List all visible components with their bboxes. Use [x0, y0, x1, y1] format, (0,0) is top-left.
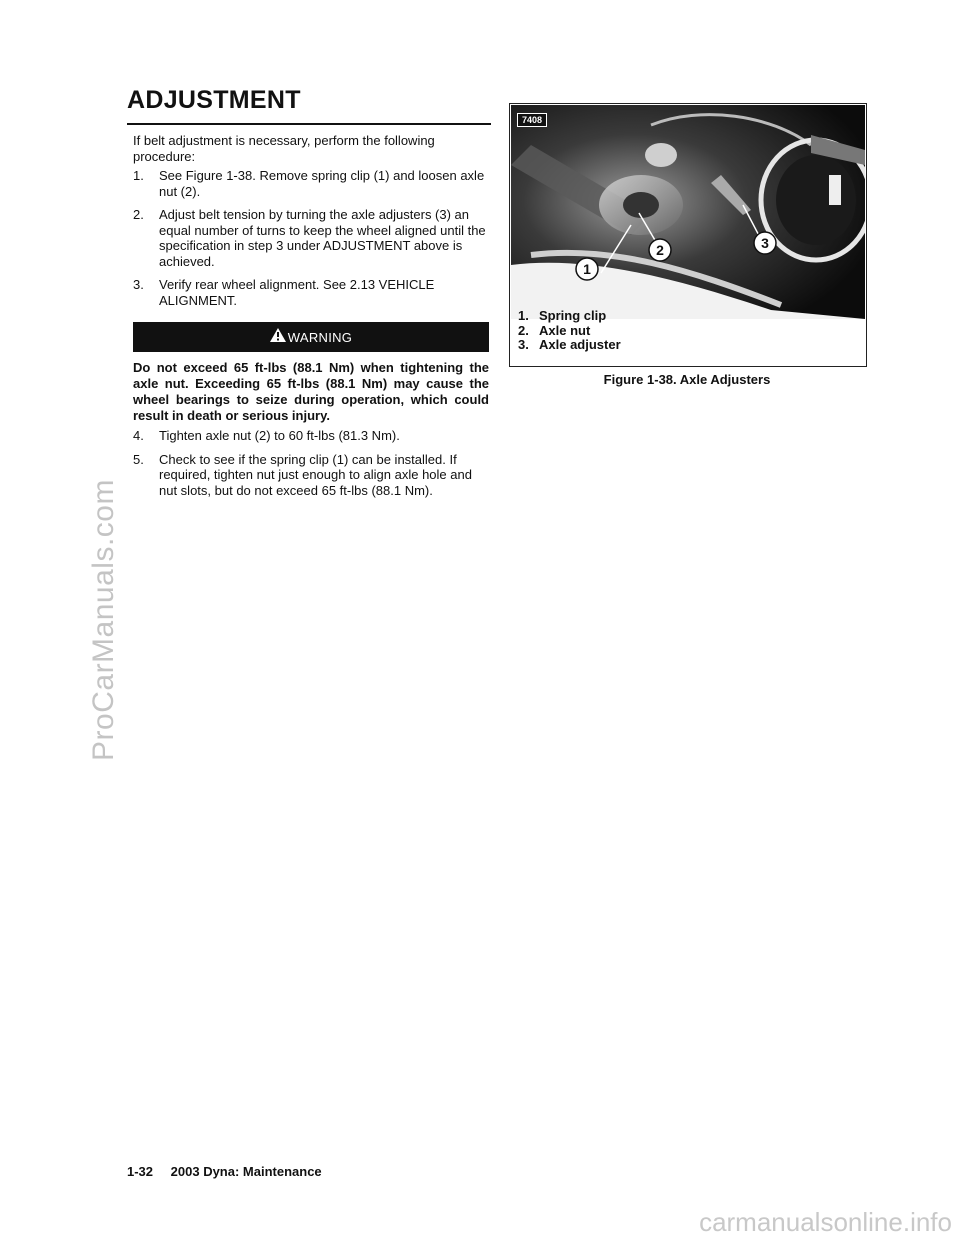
bottom-watermark: carmanualsonline.info	[699, 1207, 952, 1237]
figure-caption: Figure 1-38. Axle Adjusters	[603, 372, 771, 387]
callout-3: 3	[761, 235, 769, 251]
figure-id-badge: 7408	[517, 113, 547, 127]
heading-rule	[127, 123, 491, 125]
callout-1: 1	[583, 261, 591, 277]
intro-paragraph: If belt adjustment is necessary, perform the following procedure:	[133, 133, 435, 164]
warning-text: Do not exceed 65 ft-lbs (88.1 Nm) when tightening the axle nut. Exceeding 65 ft-lbs (88.1 Nm) may cause the wheel bearings to seize during operation, which could result in death or serious injury.	[133, 360, 489, 423]
list-item: 5. Check to see if the spring clip (1) can be installed. If required, tighten nut just enough to align axle hole and nut slots, but do not exceed 65 ft-lbs (88.1 Nm).	[133, 451, 472, 498]
steps-list-b	[133, 428, 489, 506]
section-heading-wrap	[127, 86, 489, 115]
warning-triangle-icon	[270, 328, 286, 346]
section-heading: ADJUSTMENT	[127, 86, 301, 114]
page-footer	[127, 1164, 322, 1179]
list-item: 2. Adjust belt tension by turning the axle adjusters (3) an equal number of turns to keep the wheel aligned until the specification in step 3 under ADJUSTMENT above is achieved.	[133, 207, 486, 269]
figure-legend	[518, 309, 621, 353]
axle-photo	[511, 105, 865, 319]
warning-banner	[133, 322, 489, 352]
list-item: 4. Tighten axle nut (2) to 60 ft-lbs (81.3 Nm).	[133, 428, 400, 443]
list-item: 2. Axle nut	[518, 322, 591, 338]
axle-photo-illustration	[511, 105, 865, 319]
list-item: 3. Verify rear wheel alignment. See 2.13 VEHICLE ALIGNMENT.	[133, 277, 435, 308]
callout-2: 2	[656, 242, 664, 258]
list-item: 3. Axle adjuster	[518, 337, 621, 352]
side-watermark: ProCarManuals.com	[87, 479, 120, 761]
footer-title: 2003 Dyna: Maintenance	[170, 1164, 322, 1179]
warning-label: WARNING	[287, 329, 353, 345]
list-item: 1. Spring clip	[518, 308, 607, 323]
figure-box	[509, 103, 867, 367]
page-number: 1-32	[127, 1164, 154, 1179]
list-item: 1. See Figure 1-38. Remove spring clip (1) and loosen axle nut (2).	[133, 168, 485, 199]
steps-list-a	[133, 168, 489, 316]
